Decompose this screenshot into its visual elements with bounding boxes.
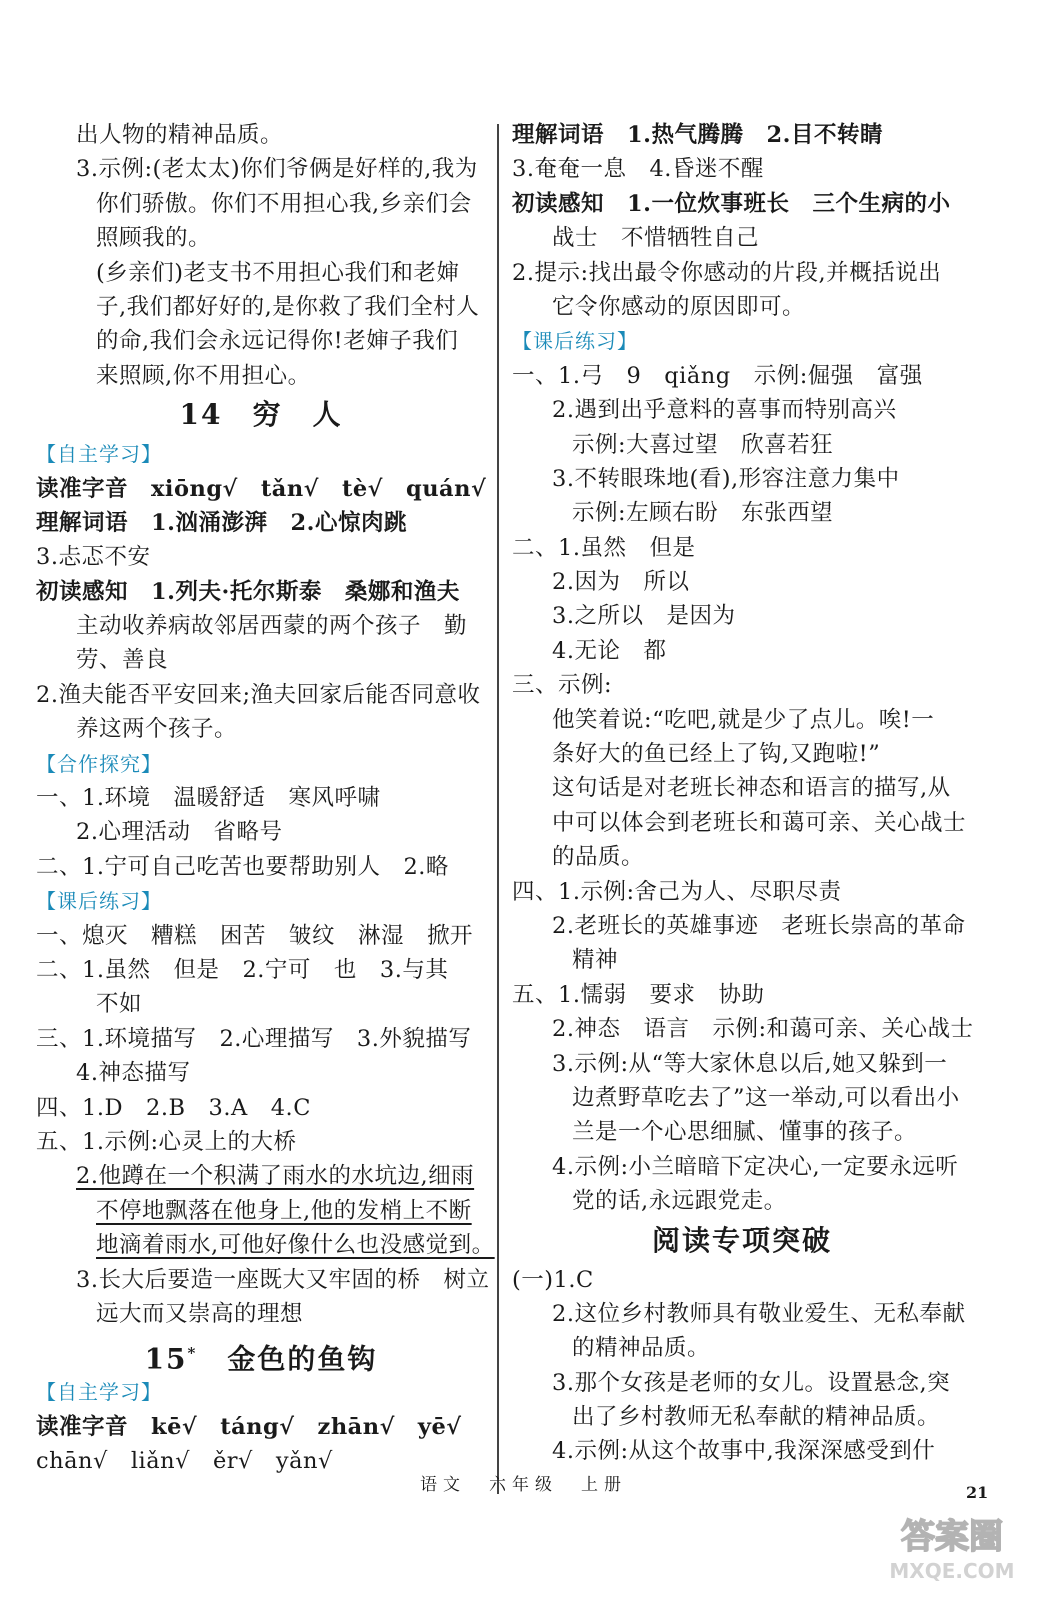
text-line: 3.示例:从“等大家休息以后,她又躲到一: [552, 1050, 948, 1077]
text-line: 的精神品质。: [572, 1335, 711, 1362]
text-line: 3.长大后要造一座既大又牢固的桥 树立: [76, 1266, 490, 1293]
section-heading: 【课后练习】: [512, 329, 638, 354]
text-line: 来照顾,你不用担心。: [96, 362, 311, 389]
watermark-graphic: [877, 1506, 1027, 1586]
text-line: 读准字音 kē√ táng√ zhān√ yē√: [36, 1413, 462, 1440]
page-number: 21: [966, 1483, 989, 1502]
text-line: (一)1.C: [512, 1266, 594, 1293]
text-line: 2.提示:找出最令你感动的片段,并概括说出: [512, 259, 942, 286]
text-line: 示例:大喜过望 欣喜若狂: [572, 431, 834, 458]
text-line: 党的话,永远跟党走。: [572, 1188, 787, 1215]
left-block-lesson15: [36, 1375, 486, 1478]
text-line: 2.因为 所以: [552, 569, 690, 596]
text-line: 四、1.示例:舍己为人、尽职尽责: [512, 878, 842, 905]
text-line: 不停地飘落在他身上,他的发梢上不断: [96, 1197, 472, 1224]
lesson-15-number: 15: [144, 1342, 188, 1376]
text-line: 照顾我的。: [96, 225, 212, 252]
text-line: 3.那个女孩是老师的女儿。设置悬念,突: [552, 1369, 951, 1396]
text-line: 三、1.环境描写 2.心理描写 3.外貌描写: [36, 1025, 472, 1052]
section-heading: 【自主学习】: [36, 442, 162, 467]
section-heading: 【自主学习】: [36, 1380, 162, 1405]
text-line: 你们骄傲。你们不用担心我,乡亲们会: [96, 190, 472, 217]
text-line: 初读感知 1.列夫·托尔斯泰 桑娜和渔夫: [36, 578, 460, 605]
text-line: 五、1.懦弱 要求 协助: [512, 981, 765, 1008]
svg-text:MXQE.COM: MXQE.COM: [889, 1559, 1015, 1583]
text-line: 条好大的鱼已经上了钩,又跑啦!”: [552, 741, 881, 768]
text-line: 出了乡村教师无私奉献的精神品质。: [572, 1404, 941, 1431]
lesson-15-name: 金色的鱼钩: [227, 1342, 378, 1376]
text-line: 战士 不惜牺牲自己: [552, 225, 760, 252]
text-line: 兰是一个心思细腻、懂事的孩子。: [572, 1119, 918, 1146]
text-line: 示例:左顾右盼 东张西望: [572, 500, 834, 527]
text-line: 的命,我们会永远记得你!老婶子我们: [96, 328, 459, 355]
text-line: 3.示例:(老太太)你们爷俩是好样的,我为: [76, 156, 478, 183]
svg-text:答案圈: 答案圈: [901, 1517, 1003, 1557]
text-line: 3.之所以 是因为: [552, 603, 736, 630]
text-line: 4.无论 都: [552, 637, 667, 664]
lesson-15-star: *: [187, 1344, 198, 1363]
text-line: 边煮野草吃去了”这一举动,可以看出小: [572, 1084, 960, 1111]
text-line: 出人物的精神品质。: [76, 122, 284, 148]
text-line: 3.不转眼珠地(看),形容注意力集中: [552, 465, 900, 492]
right-column: [512, 118, 972, 1469]
text-line: 的品质。: [552, 844, 645, 871]
text-line: chān√ liǎn√ ěr√ yǎn√: [36, 1448, 333, 1475]
page-footer: 语文 六年级 上册: [420, 1475, 627, 1495]
text-line: 2.他蹲在一个积满了雨水的水坑边,细雨: [76, 1163, 475, 1190]
text-line: 2.遇到出乎意料的喜事而特别高兴: [552, 397, 897, 424]
text-line: 初读感知 1.一位炊事班长 三个生病的小: [512, 190, 951, 217]
watermark-logo: [877, 1506, 1027, 1586]
lesson-15-title: [36, 1331, 486, 1375]
text-line: 这句话是对老班长神态和语言的描写,从: [552, 775, 951, 802]
text-line: 2.渔夫能否平安回来;渔夫回家后能否同意收: [36, 681, 481, 708]
text-line: 劳、善良: [76, 647, 169, 674]
reading-section-title: 阅读专项突破: [651, 1223, 832, 1257]
lesson-14-title: 14 穷 人: [179, 398, 343, 432]
text-line: 4.示例:从这个故事中,我深深感受到什: [552, 1438, 936, 1465]
text-line: 四、1.D 2.B 3.A 4.C: [36, 1094, 311, 1121]
text-line: 一、1.环境 温暖舒适 寒风呼啸: [36, 785, 381, 812]
text-line: 4.神态描写: [76, 1060, 191, 1087]
text-line: 子,我们都好好的,是你救了我们全村人: [96, 293, 480, 320]
text-line: 一、熄灭 糟糕 困苦 皱纹 淋湿 掀开: [36, 922, 474, 949]
text-line: 理解词语 1.热气腾腾 2.目不转睛: [512, 122, 883, 148]
text-line: 养这两个孩子。: [76, 716, 238, 743]
text-line: 4.示例:小兰暗暗下定决心,一定要永远听: [552, 1153, 959, 1180]
text-line: 2.老班长的英雄事迹 老班长崇高的革命: [552, 912, 966, 939]
section-heading: 【合作探究】: [36, 751, 162, 776]
left-block-lesson14: [36, 437, 495, 1331]
text-line: 一、1.弓 9 qiǎng 示例:倔强 富强: [512, 362, 923, 389]
text-line: 3.奄奄一息 4.昏迷不醒: [512, 156, 764, 183]
text-line: 2.神态 语言 示例:和蔼可亲、关心战士: [552, 1016, 974, 1043]
text-line: 地滴着雨水,可他好像什么也没感觉到。: [96, 1232, 495, 1259]
text-line: 读准字音 xiōng√ tǎn√ tè√ quán√: [36, 475, 487, 502]
text-line: 二、1.虽然 但是 2.宁可 也 3.与其: [36, 956, 449, 983]
column-divider: [497, 124, 499, 1494]
text-line: 理解词语 1.汹涌澎湃 2.心惊肉跳: [36, 509, 407, 536]
text-line: 二、1.宁可自己吃苦也要帮助别人 2.略: [36, 853, 449, 880]
text-line: 不如: [96, 991, 143, 1018]
text-line: 精神: [572, 947, 619, 974]
section-heading: 【课后练习】: [36, 889, 162, 914]
text-line: 它令你感动的原因即可。: [552, 293, 806, 320]
text-line: 五、1.示例:心灵上的大桥: [36, 1128, 297, 1155]
text-line: 二、1.虽然 但是: [512, 534, 696, 561]
right-block-lesson15: [512, 118, 972, 1219]
left-block-top: [36, 118, 486, 393]
right-block-reading: [512, 1263, 972, 1469]
text-line: 他笑着说:“吃吧,就是少了点儿。唉!一: [552, 706, 935, 733]
text-line: 2.这位乡村教师具有敬业爱生、无私奉献: [552, 1300, 966, 1327]
text-line: (乡亲们)老支书不用担心我们和老婶: [96, 259, 460, 286]
left-column: [36, 118, 495, 1478]
text-line: 2.心理活动 省略号: [76, 819, 283, 846]
text-line: 三、示例:: [512, 672, 613, 699]
text-line: 远大而又崇高的理想: [96, 1300, 304, 1327]
text-line: 3.忐忑不安: [36, 544, 151, 571]
text-line: 主动收养病故邻居西蒙的两个孩子 勤: [76, 613, 468, 640]
text-line: 中可以体会到老班长和蔼可亲、关心战士: [552, 809, 967, 836]
